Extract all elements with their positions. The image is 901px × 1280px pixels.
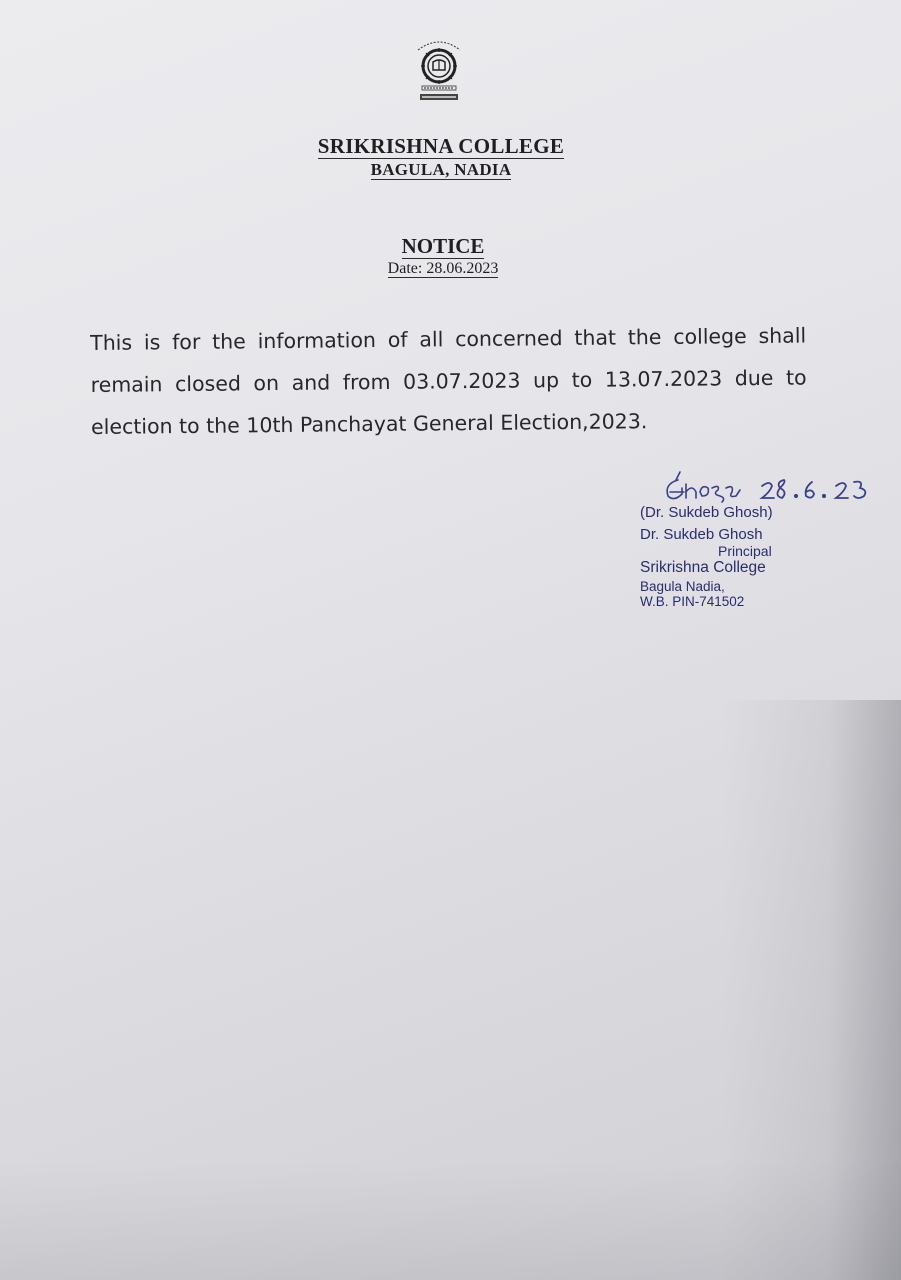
- principal-stamp: [638, 504, 838, 609]
- notice-title: NOTICE: [401, 234, 485, 258]
- notice-date: Date: 28.06.2023: [387, 260, 499, 277]
- stamp-address-line1: Bagula Nadia,: [640, 579, 725, 594]
- stamp-college: Srikrishna College: [640, 559, 766, 576]
- college-seal-icon: [408, 36, 470, 106]
- notice-body: This is for the information of all concerned that the college shall remain closed on and from 03.07.2023 up to 13.07.2023 due to election to the 10th Panchayat General Election,2023.: [90, 323, 807, 439]
- paper-shadow-bottom: [0, 1160, 901, 1280]
- stamp-name: Dr. Sukdeb Ghosh: [640, 526, 763, 543]
- signatory-name-bracket: (Dr. Sukdeb Ghosh): [640, 504, 773, 521]
- college-address: BAGULA, NADIA: [370, 160, 512, 179]
- stamp-title: Principal: [718, 543, 772, 559]
- stamp-address-line2: W.B. PIN-741502: [640, 594, 745, 609]
- college-name: SRIKRISHNA COLLEGE: [317, 134, 565, 158]
- paper-shadow-right: [721, 700, 901, 1280]
